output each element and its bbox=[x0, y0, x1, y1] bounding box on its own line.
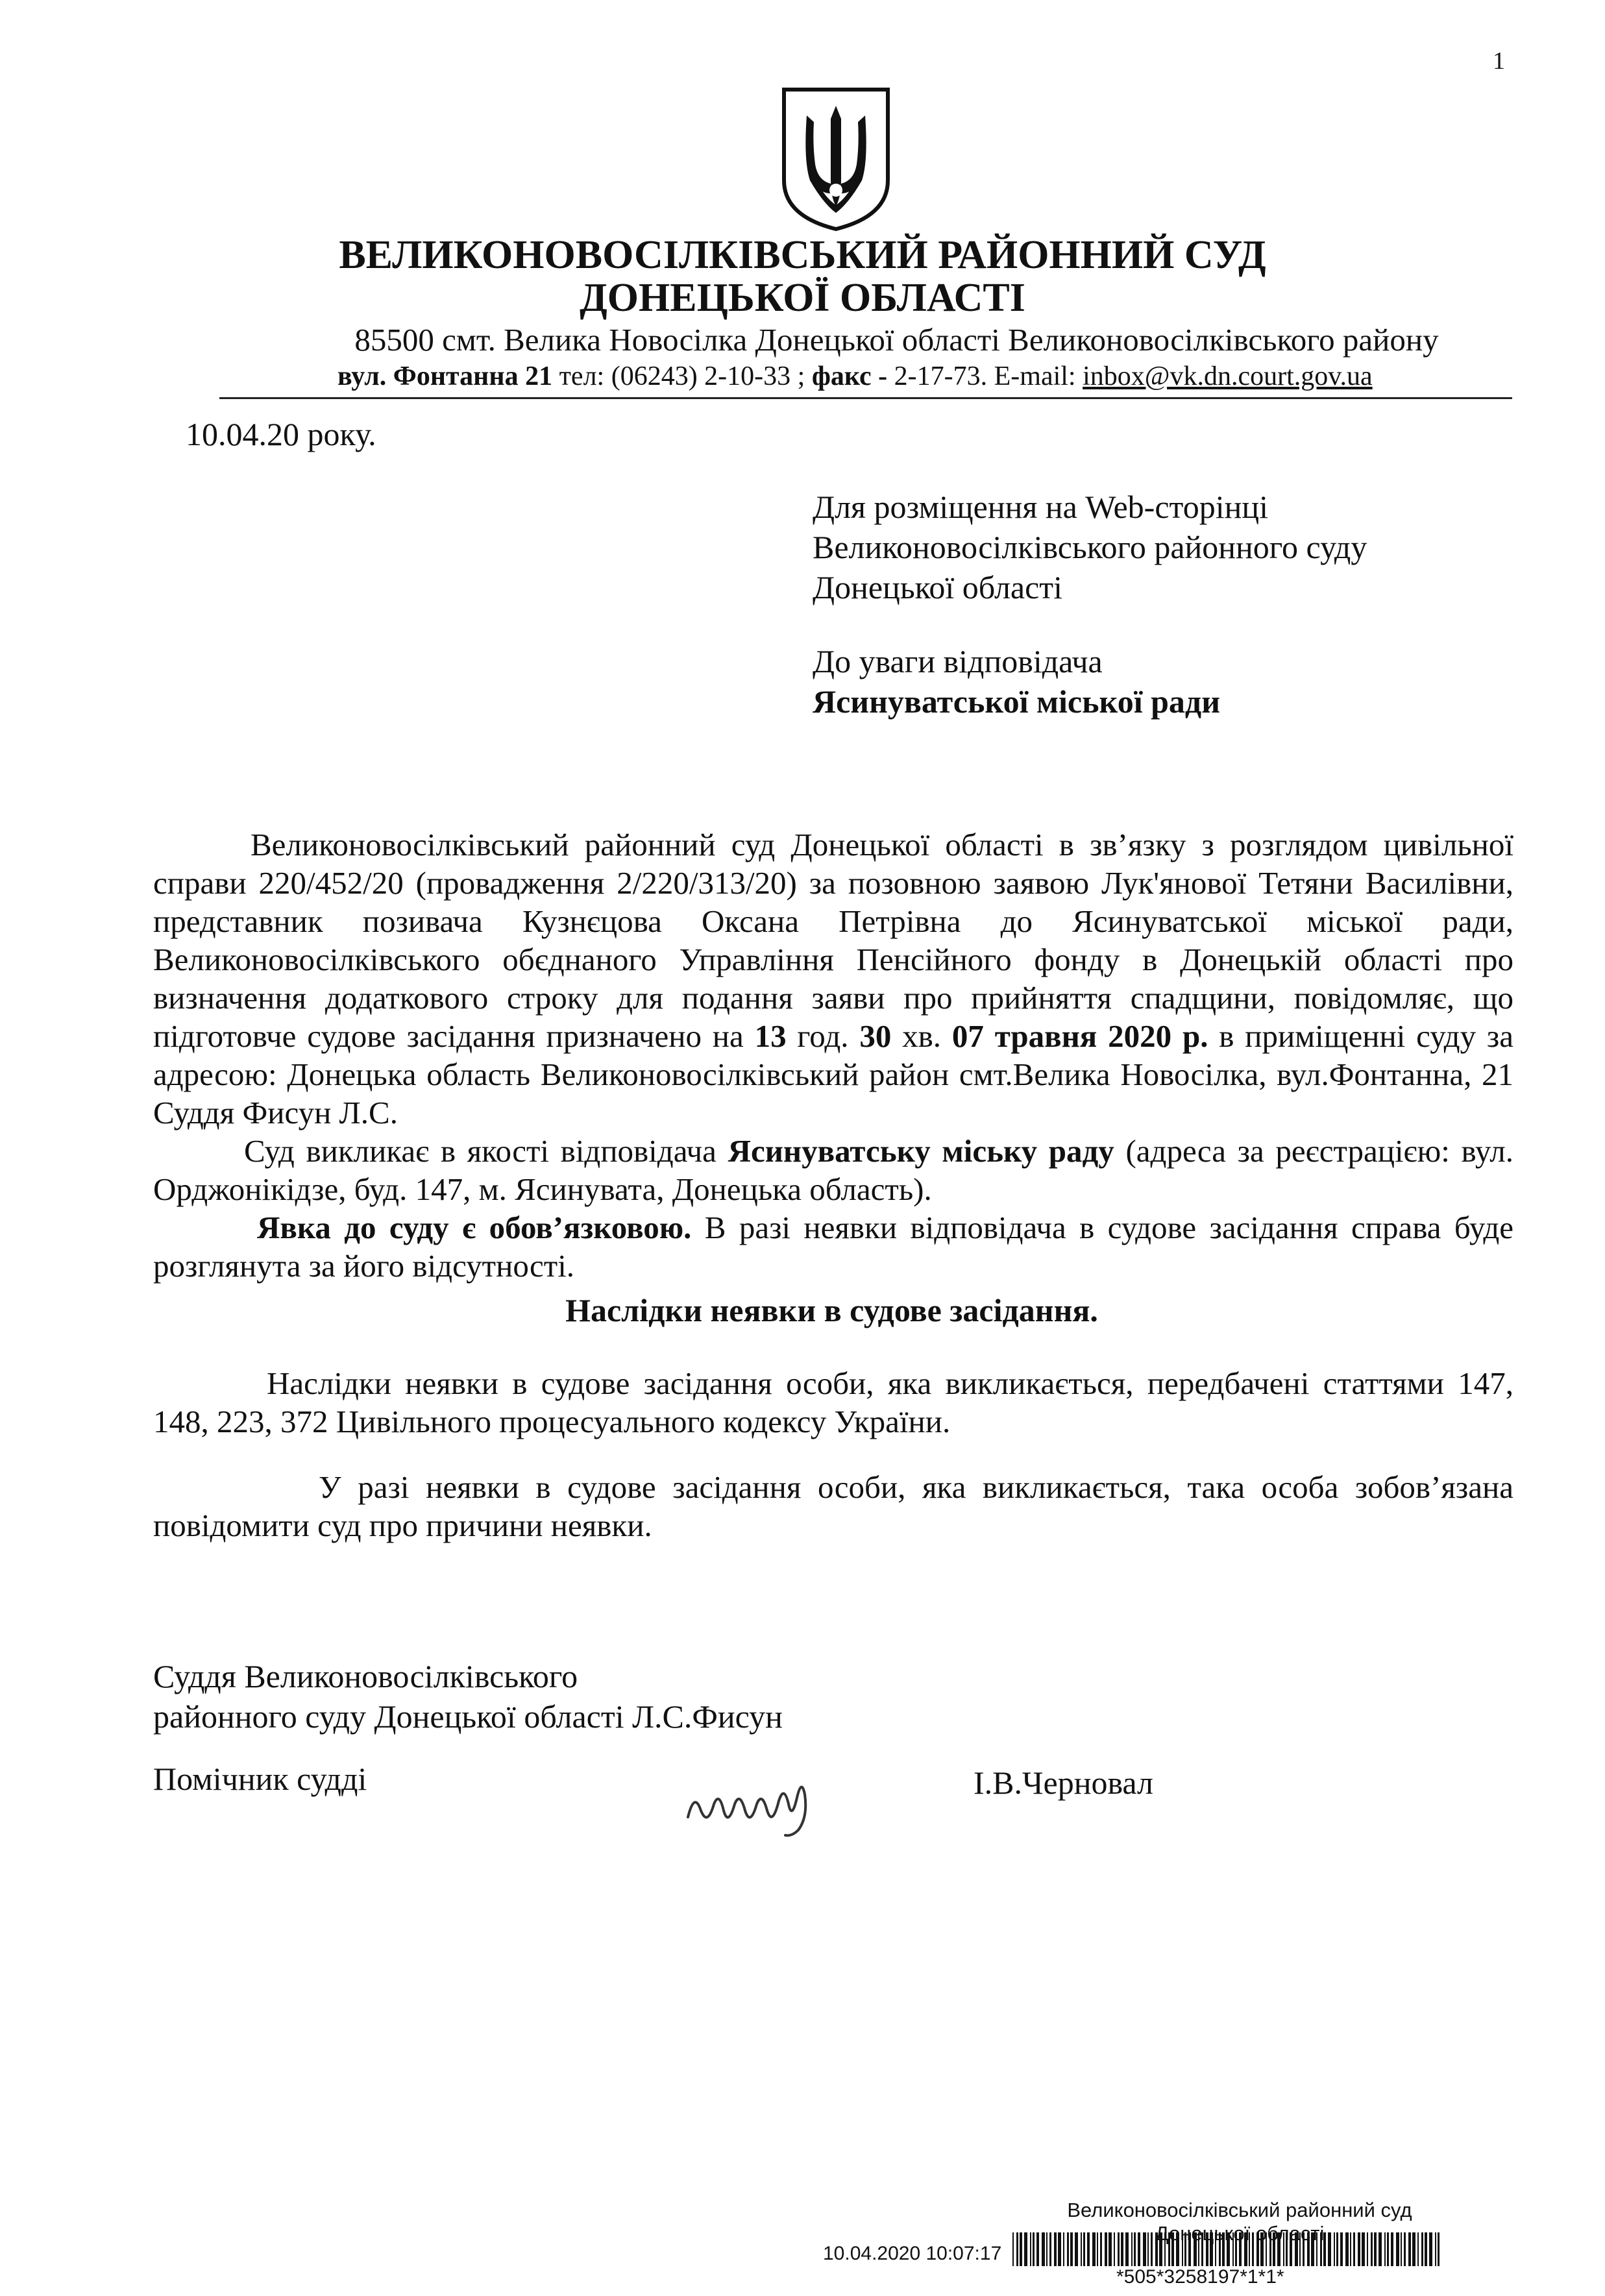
court-address-line-1: 85500 смт. Велика Новосілка Донецької області Великоновосілківського району bbox=[354, 322, 1439, 358]
assistant-label: Помічник судді bbox=[153, 1761, 367, 1797]
recipient-line-3: Донецької області bbox=[813, 569, 1063, 605]
recipient-block bbox=[813, 487, 1367, 607]
stamp-datetime: 10.04.2020 10:07:17 bbox=[823, 2243, 1002, 2264]
stamp-court-line-1: Великоновосілківський районний суд bbox=[1067, 2199, 1412, 2221]
address-tel: тел: (06243) 2-10-33 ; bbox=[552, 361, 812, 391]
assistant-name: І.В.Черновал bbox=[974, 1765, 1153, 1801]
handwritten-signature-icon bbox=[681, 1765, 831, 1843]
stamp-court-line-2: Донецької bbox=[1155, 2222, 1251, 2245]
consequences-heading: Наслідки неявки в судове засідання. bbox=[565, 1292, 1098, 1328]
header-divider bbox=[219, 397, 1512, 399]
paragraph-summons: Суд викликає в якості відповідача Ясинуватську міську раду (адреса за реєстрацією: вул. Орджонікідзе, буд. 147, м. Ясинувата, Донецька область). bbox=[153, 1133, 1513, 1207]
trident-emblem-icon bbox=[771, 83, 901, 232]
page-number: 1 bbox=[1493, 47, 1505, 75]
paragraph-notice: Великоновосілківський районний суд Донецької області в зв’язку з розглядом цивільної справи 220/452/20 (провадження 2/220/313/20) за позовною заявою Лук'янової Тетяни Василівни, представник позивача Кузнєцова Оксана Петрівна до Ясинуватської міської ради, Великоновосілківського обєднаного Управління Пенсійного фонду в Донецькій області про визначення додаткового строку для подання заяви про прийняття спадщини, повідомляє, що підготовче судове засідання призначено на 13 год. 30 хв. 07 травня 2020 р. в приміщенні суду за адресою: Донецька область Великоновосілківський район смт.Велика Новосілка, вул.Фонтанна, 21 Суддя Фисун Л.С. bbox=[153, 827, 1514, 1130]
court-contacts-line bbox=[337, 361, 1373, 392]
attention-name: Ясинуватської міської ради bbox=[813, 683, 1221, 720]
judge-line-1: Суддя Великоновосілківського bbox=[153, 1658, 578, 1694]
attention-label: До уваги відповідача bbox=[813, 643, 1103, 679]
address-fax: 2-17-73. E-mail: bbox=[887, 361, 1083, 391]
address-fax-label: факс - bbox=[811, 361, 888, 391]
judge-line-2: районного суду Донецької області Л.С.Фисун bbox=[153, 1698, 783, 1735]
document-date: 10.04.20 року. bbox=[186, 416, 376, 452]
address-street: вул. Фонтанна 21 bbox=[337, 361, 553, 391]
recipient-line-2: Великоновосілківського районного суду bbox=[813, 529, 1367, 565]
email-link[interactable]: inbox@vk.dn.court.gov.ua bbox=[1083, 361, 1373, 391]
paragraph-consequences: Наслідки неявки в судове засідання особи, яка викликається, передбачені статтями 147, 148, 223, 372 Цивільного процесуального кодексу України. bbox=[153, 1365, 1513, 1439]
court-name-line-1: ВЕЛИКОНОВОСІЛКІВСЬКИЙ РАЙОННИЙ СУД bbox=[339, 233, 1266, 277]
recipient-line-1: Для розміщення на Web-сторінці bbox=[813, 489, 1269, 525]
attention-block bbox=[813, 641, 1220, 722]
paragraph-absence: У разі неявки в судове засідання особи, яка викликається, така особа зобов’язана повідомити суд про причини неявки. bbox=[153, 1469, 1513, 1543]
judge-signature-block bbox=[153, 1656, 783, 1737]
barcode-number: *505*3258197*1*1* bbox=[1116, 2266, 1284, 2288]
court-name-line-2: ДОНЕЦЬКОЇ ОБЛАСТІ bbox=[580, 276, 1025, 320]
barcode-icon bbox=[1012, 2232, 1441, 2266]
paragraph-attendance: Явка до суду є обов’язковою. В разі неявки відповідача в судове засідання справа буде розглянута за його відсутності. bbox=[153, 1210, 1513, 1284]
